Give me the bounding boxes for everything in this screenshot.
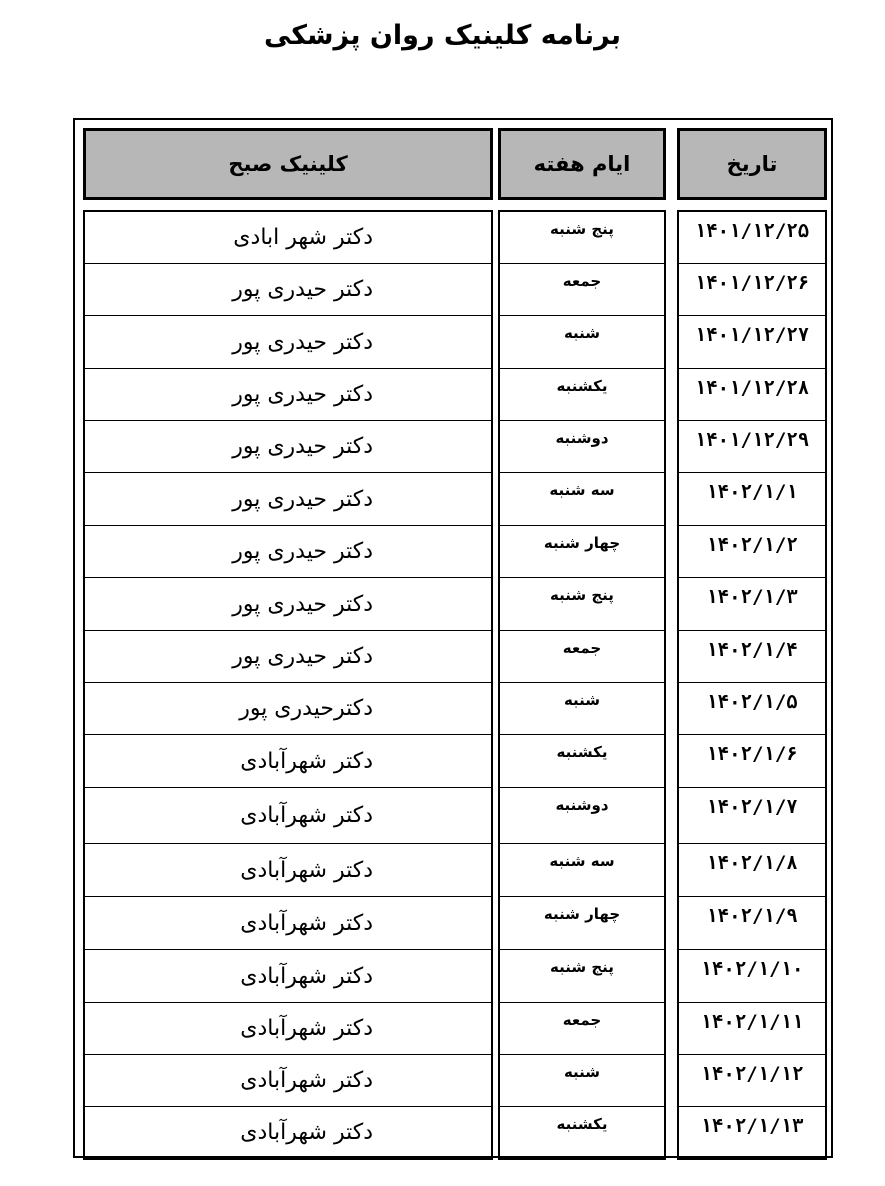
day-cell: شنبه	[498, 1055, 666, 1107]
doctor-name: دکترحیدری پور	[239, 696, 373, 721]
day-cell: پنج شنبه	[498, 950, 666, 1003]
doctor-name: دکتر شهرآبادی	[240, 1016, 373, 1041]
table-row	[75, 369, 831, 421]
doctor-cell	[83, 473, 493, 526]
date-cell: ۱۴۰۲/۱/۵	[677, 683, 827, 735]
date-cell: ۱۴۰۲/۱/۳	[677, 578, 827, 631]
doctor-name: دکتر حیدری پور	[232, 329, 373, 355]
doctor-cell	[83, 844, 493, 897]
doctor-cell	[83, 421, 493, 473]
day-cell: جمعه	[498, 264, 666, 316]
doctor-name: دکتر حیدری پور	[232, 277, 373, 302]
day-cell: سه شنبه	[498, 844, 666, 897]
doctor-cell	[83, 578, 493, 631]
day-cell: پنج شنبه	[498, 578, 666, 631]
table-row	[75, 1055, 831, 1107]
doctor-cell	[83, 526, 493, 578]
doctor-name: دکتر حیدری پور	[232, 644, 373, 669]
day-cell: دوشنبه	[498, 788, 666, 844]
date-cell: ۱۴۰۲/۱/۸	[677, 844, 827, 897]
table-row	[75, 210, 831, 264]
doctor-cell	[83, 316, 493, 369]
day-cell: پنج شنبه	[498, 210, 666, 264]
day-cell: جمعه	[498, 631, 666, 683]
doctor-cell	[83, 683, 493, 735]
header-clinic: کلینیک صبح	[83, 128, 493, 200]
table-row	[75, 631, 831, 683]
date-cell: ۱۴۰۲/۱/۱	[677, 473, 827, 526]
doctor-cell	[83, 897, 493, 950]
doctor-cell	[83, 735, 493, 788]
doctor-name: دکتر حیدری پور	[232, 539, 373, 564]
schedule-table	[73, 118, 833, 1158]
day-cell: یکشنبه	[498, 1107, 666, 1160]
header-date: تاریخ	[677, 128, 827, 200]
date-cell: ۱۴۰۲/۱/۹	[677, 897, 827, 950]
day-cell: یکشنبه	[498, 735, 666, 788]
date-cell: ۱۴۰۱/۱۲/۲۹	[677, 421, 827, 473]
doctor-cell	[83, 788, 493, 844]
doctor-cell	[83, 210, 493, 264]
doctor-name: دکتر شهرآبادی	[240, 1120, 373, 1145]
doctor-name: دکتر شهرآبادی	[240, 803, 373, 828]
day-cell: سه شنبه	[498, 473, 666, 526]
doctor-name: دکتر شهرآبادی	[240, 1068, 373, 1093]
page-title: برنامه کلینیک روان پزشکی	[263, 20, 622, 51]
doctor-name: دکتر شهرآبادی	[240, 857, 373, 883]
doctor-name: دکتر حیدری پور	[232, 382, 373, 407]
table-row	[75, 578, 831, 631]
table-row	[75, 788, 831, 844]
date-cell: ۱۴۰۲/۱/۱۱	[677, 1003, 827, 1055]
date-cell: ۱۴۰۲/۱/۱۰	[677, 950, 827, 1003]
doctor-name: دکتر شهر ابادی	[233, 225, 373, 250]
day-cell: دوشنبه	[498, 421, 666, 473]
doctor-cell	[83, 950, 493, 1003]
table-row	[75, 264, 831, 316]
doctor-cell	[83, 369, 493, 421]
date-cell: ۱۴۰۲/۱/۷	[677, 788, 827, 844]
date-cell: ۱۴۰۱/۱۲/۲۷	[677, 316, 827, 369]
date-cell: ۱۴۰۲/۱/۶	[677, 735, 827, 788]
table-row	[75, 473, 831, 526]
table-row	[75, 316, 831, 369]
doctor-name: دکتر شهرآبادی	[240, 963, 373, 989]
table-row	[75, 897, 831, 950]
table-row	[75, 735, 831, 788]
table-row	[75, 1107, 831, 1160]
date-cell: ۱۴۰۱/۱۲/۲۶	[677, 264, 827, 316]
header-day: ایام هفته	[498, 128, 666, 200]
date-cell: ۱۴۰۲/۱/۴	[677, 631, 827, 683]
doctor-cell	[83, 1107, 493, 1160]
date-cell: ۱۴۰۲/۱/۲	[677, 526, 827, 578]
doctor-name: دکتر شهرآبادی	[240, 910, 373, 936]
table-row	[75, 950, 831, 1003]
doctor-cell	[83, 1003, 493, 1055]
table-row	[75, 421, 831, 473]
doctor-name: دکتر حیدری پور	[232, 486, 373, 512]
day-cell: جمعه	[498, 1003, 666, 1055]
table-row	[75, 844, 831, 897]
doctor-name: دکتر شهرآبادی	[240, 748, 373, 774]
table-row	[75, 1003, 831, 1055]
table-row	[75, 683, 831, 735]
doctor-cell	[83, 264, 493, 316]
day-cell: چهار شنبه	[498, 526, 666, 578]
date-cell: ۱۴۰۱/۱۲/۲۸	[677, 369, 827, 421]
day-cell: شنبه	[498, 316, 666, 369]
doctor-name: دکتر حیدری پور	[232, 434, 373, 459]
day-cell: چهار شنبه	[498, 897, 666, 950]
date-cell: ۱۴۰۱/۱۲/۲۵	[677, 210, 827, 264]
doctor-cell	[83, 1055, 493, 1107]
doctor-cell	[83, 631, 493, 683]
doctor-name: دکتر حیدری پور	[232, 591, 373, 617]
day-cell: یکشنبه	[498, 369, 666, 421]
day-cell: شنبه	[498, 683, 666, 735]
date-cell: ۱۴۰۲/۱/۱۲	[677, 1055, 827, 1107]
table-row	[75, 526, 831, 578]
date-cell: ۱۴۰۲/۱/۱۳	[677, 1107, 827, 1160]
